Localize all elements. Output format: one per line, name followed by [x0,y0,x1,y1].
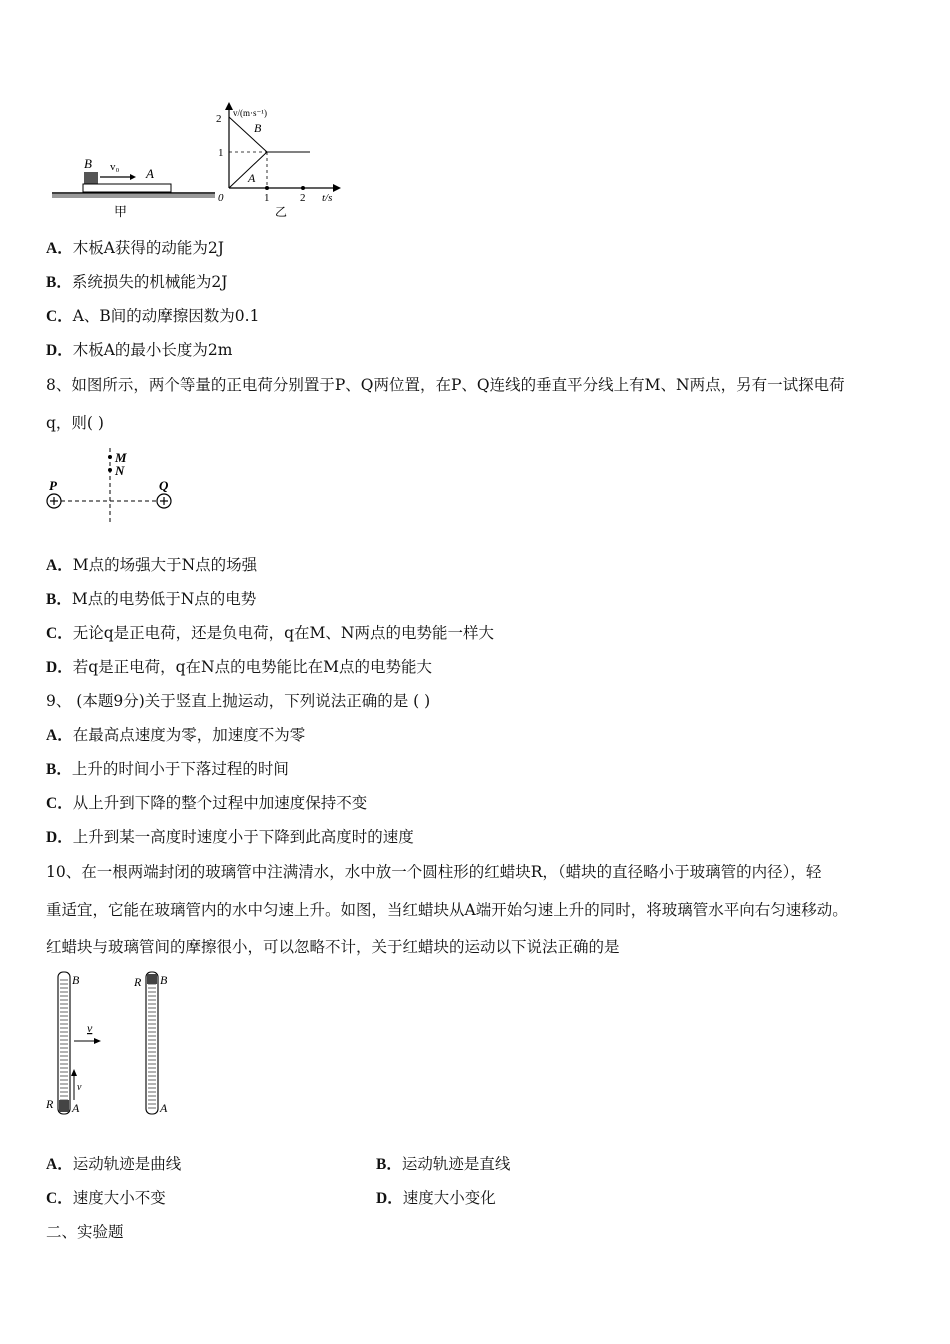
label-v0: v₀ [110,161,120,173]
wax-block-r-top [147,974,157,984]
q10-option-a: A．运动轨迹是曲线 [46,1155,182,1173]
q10-stem-line3: 红蜡块与玻璃管间的摩擦很小，可以忽略不计，关于红蜡块的运动以下说法正确的是 [46,938,620,956]
label-a1: A [72,1101,80,1115]
figure-yi-vt-graph [212,100,352,222]
label-r1: R [46,1097,54,1111]
section-title: 二、实验题 [46,1223,124,1241]
board-a [83,184,171,192]
q7-option-c: C．A、B间的动摩擦因数为0.1 [46,307,260,325]
y-tick-1: 1 [218,147,224,159]
t-axis-arrow [333,184,341,192]
q8-option-d: D．若q是正电荷，q在N点的电势能比在M点的电势能大 [46,658,432,676]
v-axis-arrow [225,102,233,110]
point-m [108,455,112,459]
figure-glass-tubes [42,966,192,1118]
x-tick-0: 0 [218,192,224,204]
up-arrow-head [71,1069,77,1076]
q10-option-b: B．运动轨迹是直线 [376,1155,511,1173]
label-q: Q [159,478,169,493]
point-n [108,468,112,472]
q9-option-c: C．从上升到下降的整个过程中加速度保持不变 [46,794,368,812]
label-m: M [115,450,127,465]
right-arrow-head [94,1038,101,1044]
q8-option-c: C．无论q是正电荷，还是负电荷，q在M、N两点的电势能一样大 [46,624,494,642]
label-b: B [254,121,262,135]
q9-option-b: B．上升的时间小于下落过程的时间 [46,760,289,778]
label-a: A [146,166,154,181]
q10-option-c: C．速度大小不变 [46,1189,166,1207]
tick-dot-1 [265,186,269,190]
tube-1 [58,972,70,1114]
q9-stem: 9、 (本题9分)关于竖直上抛运动，下列说法正确的是 ( ) [46,692,431,710]
q8-option-a: A．M点的场强大于N点的场强 [46,556,258,574]
figure-jia [50,150,220,222]
label-b2: B [160,973,168,987]
q9-option-a: A．在最高点速度为零，加速度不为零 [46,726,306,744]
label-b1: B [72,973,80,987]
q7-option-b: B．系统损失的机械能为2J [46,273,228,291]
ground-hatch [52,194,215,198]
label-a2: A [160,1101,168,1115]
q7-option-d: D．木板A的最小长度为2m [46,341,233,359]
q8-option-b: B．M点的电势低于N点的电势 [46,590,257,608]
v-axis-label: v/(m·s⁻¹) [233,108,267,118]
t-axis-label: t/s [322,192,333,204]
q7-option-a: A．木板A获得的动能为2J [46,239,224,257]
label-p: P [49,478,57,493]
q8-stem-line1: 8、如图所示，两个等量的正电荷分别置于P、Q两位置，在P、Q连线的垂直平分线上有M、N两点，另有一试探电荷 [46,376,845,394]
block-b [84,172,98,184]
wax-block-r [59,1100,69,1112]
label-v-side: v [87,1021,93,1035]
label-v-up: v [77,1082,82,1093]
figure-charges [42,444,182,526]
arrow-head [130,174,136,180]
label-b: B [84,156,92,171]
q8-stem-line2: q，则( ) [46,414,104,432]
tick-dot-2 [301,186,305,190]
q10-option-d: D．速度大小变化 [376,1189,496,1207]
caption-jia: 甲 [114,204,128,219]
label-a: A [248,171,256,185]
q10-stem-line2: 重适宜，它能在玻璃管内的水中匀速上升。如图，当红蜡块从A端开始匀速上升的同时，将玻璃管水平向右匀速移动。 [46,901,848,919]
tube-2 [146,972,158,1114]
caption-yi: 乙 [275,205,288,219]
y-tick-2: 2 [216,113,222,125]
label-n: N [115,463,125,478]
x-tick-2: 2 [300,192,306,204]
q10-stem-line1: 10、在一根两端封闭的玻璃管中注满清水，水中放一个圆柱形的红蜡块R，（蜡块的直径略小于玻璃管的内径），轻 [46,863,822,881]
label-r2: R [134,975,142,989]
q9-option-d: D．上升到某一高度时速度小于下降到此高度时的速度 [46,828,414,846]
x-tick-1: 1 [264,192,270,204]
